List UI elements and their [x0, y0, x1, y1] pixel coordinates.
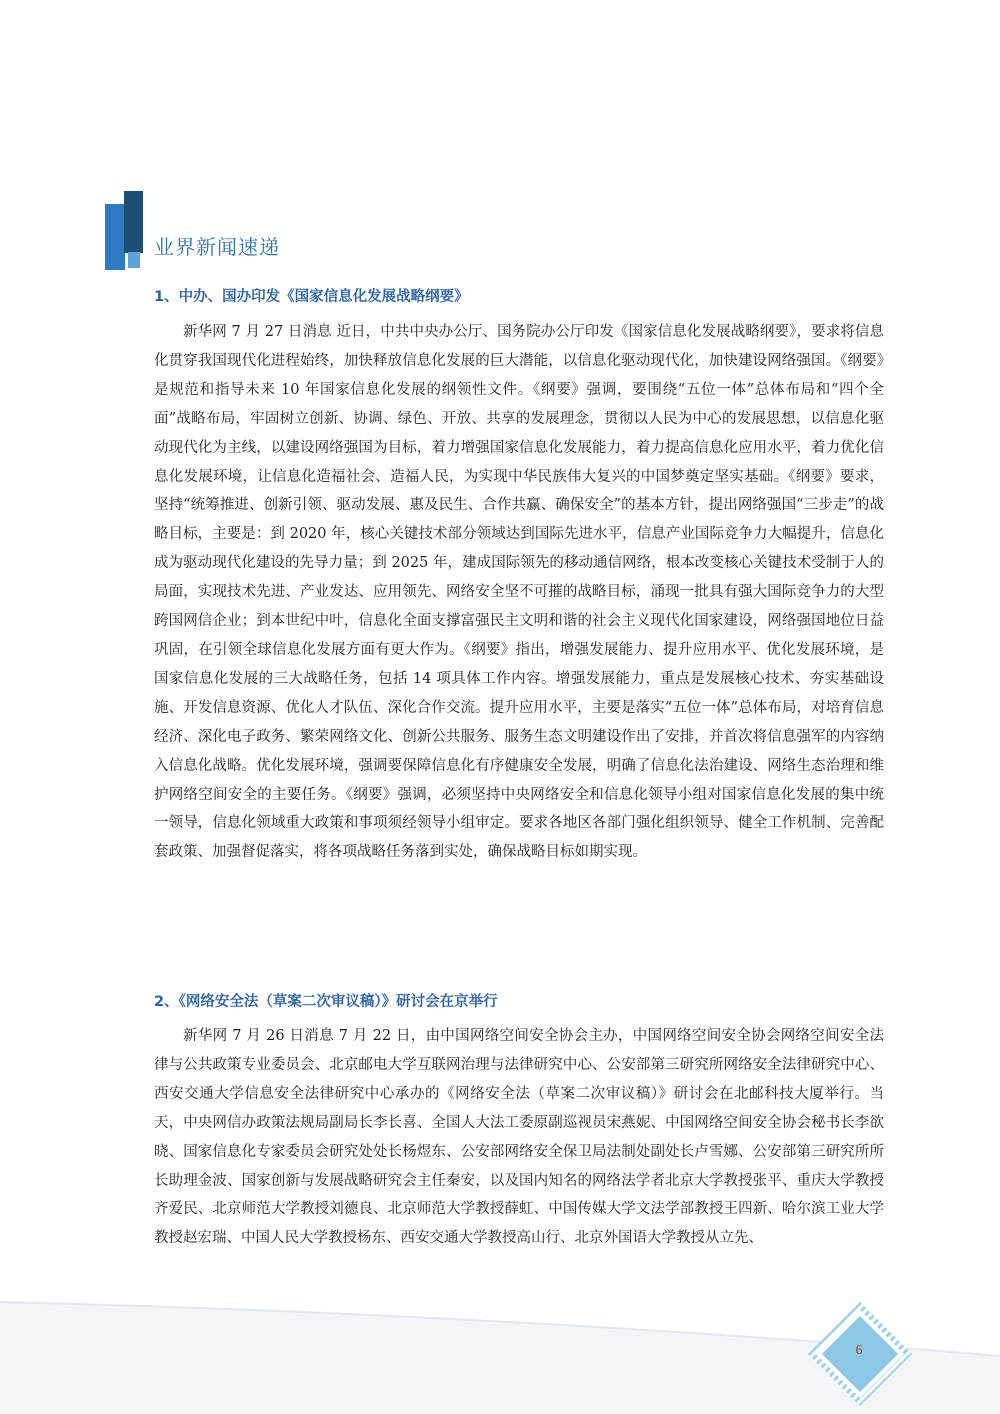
- header-decoration: [0, 0, 1000, 300]
- article-1-title: 1、中办、国办印发《国家信息化发展战略纲要》: [154, 289, 469, 305]
- section-title: 业界新闻速递: [154, 235, 280, 259]
- article-2-body: 新华网 7 月 26 日消息 7 月 22 日，由中国网络空间安全协会主办，中国网络空间安全协会网络空间安全法律与公共政策专业委员会、北京邮电大学互联网治理与法律研究中心、公安部第三研究所网络安全法律研究中心、西安交通大学信息安全法律研究中心承办的《网络安全法（草案二次审议稿）》研讨会在北邮科技大厦举行。当天，中央网信办政策法规局副局长李长喜、全国人大法工委原副巡视员宋燕妮、中国网络空间安全协会秘书长李欲晓、国家信息化专家委员会研究处处长杨煜东、公安部网络安全保卫局法制处副处长卢雪娜、公安部第三研究所所长助理金波、国家创新与发展战略研究会主任秦安，以及国内知名的网络法学者北京大学教授张平、重庆大学教授齐爱民、北京师范大学教授刘德良、北京师范大学教授薛虹、中国传媒大学文法学部教授王四新、哈尔滨工业大学教授赵宏瑞、中国人民大学教授杨东、西安交通大学教授高山行、北京外国语大学教授从立先、: [154, 1028, 884, 1247]
- article-1-body: 新华网 7 月 27 日消息 近日，中共中央办公厅、国务院办公厅印发《国家信息化发展战略纲要》，要求将信息化贯穿我国现代化进程始终，加快释放信息化发展的巨大潜能，以信息化驱动现代化，加快建设网络强国。《纲要》是规范和指导未来 10 年国家信息化发展的纲领性文件。《纲要》强调，要围绕“五位一体”总体布局和“四个全面”战略布局，牢固树立创新、协调、绿色、开放、共享的发展理念，贯彻以人民为中心的发展思想，以信息化驱动现代化为主线，以建设网络强国为目标，着力增强国家信息化发展能力，着力提高信息化应用水平，着力优化信息化发展环境，让信息化造福社会、造福人民，为实现中华民族伟大复兴的中国梦奠定坚实基础。《纲要》要求，坚持“统筹推进、创新引领、驱动发展、惠及民生、合作共赢、确保安全”的基本方针，提出网络强国“三步走”的战略目标，主要是：到 2020 年，核心关键技术部分领域达到国际先进水平，信息产业国际竞争力大幅提升，信息化成为驱动现代化建设的先导力量；到 2025 年，建成国际领先的移动通信网络，根本改变核心关键技术受制于人的局面，实现技术先进、产业发达、应用领先、网络安全坚不可摧的战略目标，涌现一批具有强大国际竞争力的大型跨国网信企业；到本世纪中叶，信息化全面支撑富强民主文明和谐的社会主义现代化国家建设，网络强国地位日益巩固，在引领全球信息化发展方面有更大作为。《纲要》指出，增强发展能力、提升应用水平、优化发展环境，是国家信息化发展的三大战略任务，包括 14 项具体工作内容。增强发展能力，重点是发展核心技术、夯实基础设施、开发信息资源、优化人才队伍、深化合作交流。提升应用水平，主要是落实“五位一体”总体布局，对培育信息经济、深化电子政务、繁荣网络文化、创新公共服务、服务生态文明建设作出了安排，并首次将信息强军的内容纳入信息化战略。优化发展环境，强调要保障信息化有序健康安全发展，明确了信息化法治建设、网络生态治理和维护网络空间安全的主要任务。《纲要》强调，必须坚持中央网络安全和信息化领导小组对国家信息化发展的集中统一领导，信息化领域重大政策和事项须经领导小组审定。要求各地区各部门强化组织领导、健全工作机制、完善配套政策、加强督促落实，将各项战略任务落到实处，确保战略目标如期实现。: [154, 324, 884, 861]
- page-number: 6: [855, 1343, 863, 1358]
- article-2-title: 2、《网络安全法（草案二次审议稿）》研讨会在京举行: [154, 994, 498, 1010]
